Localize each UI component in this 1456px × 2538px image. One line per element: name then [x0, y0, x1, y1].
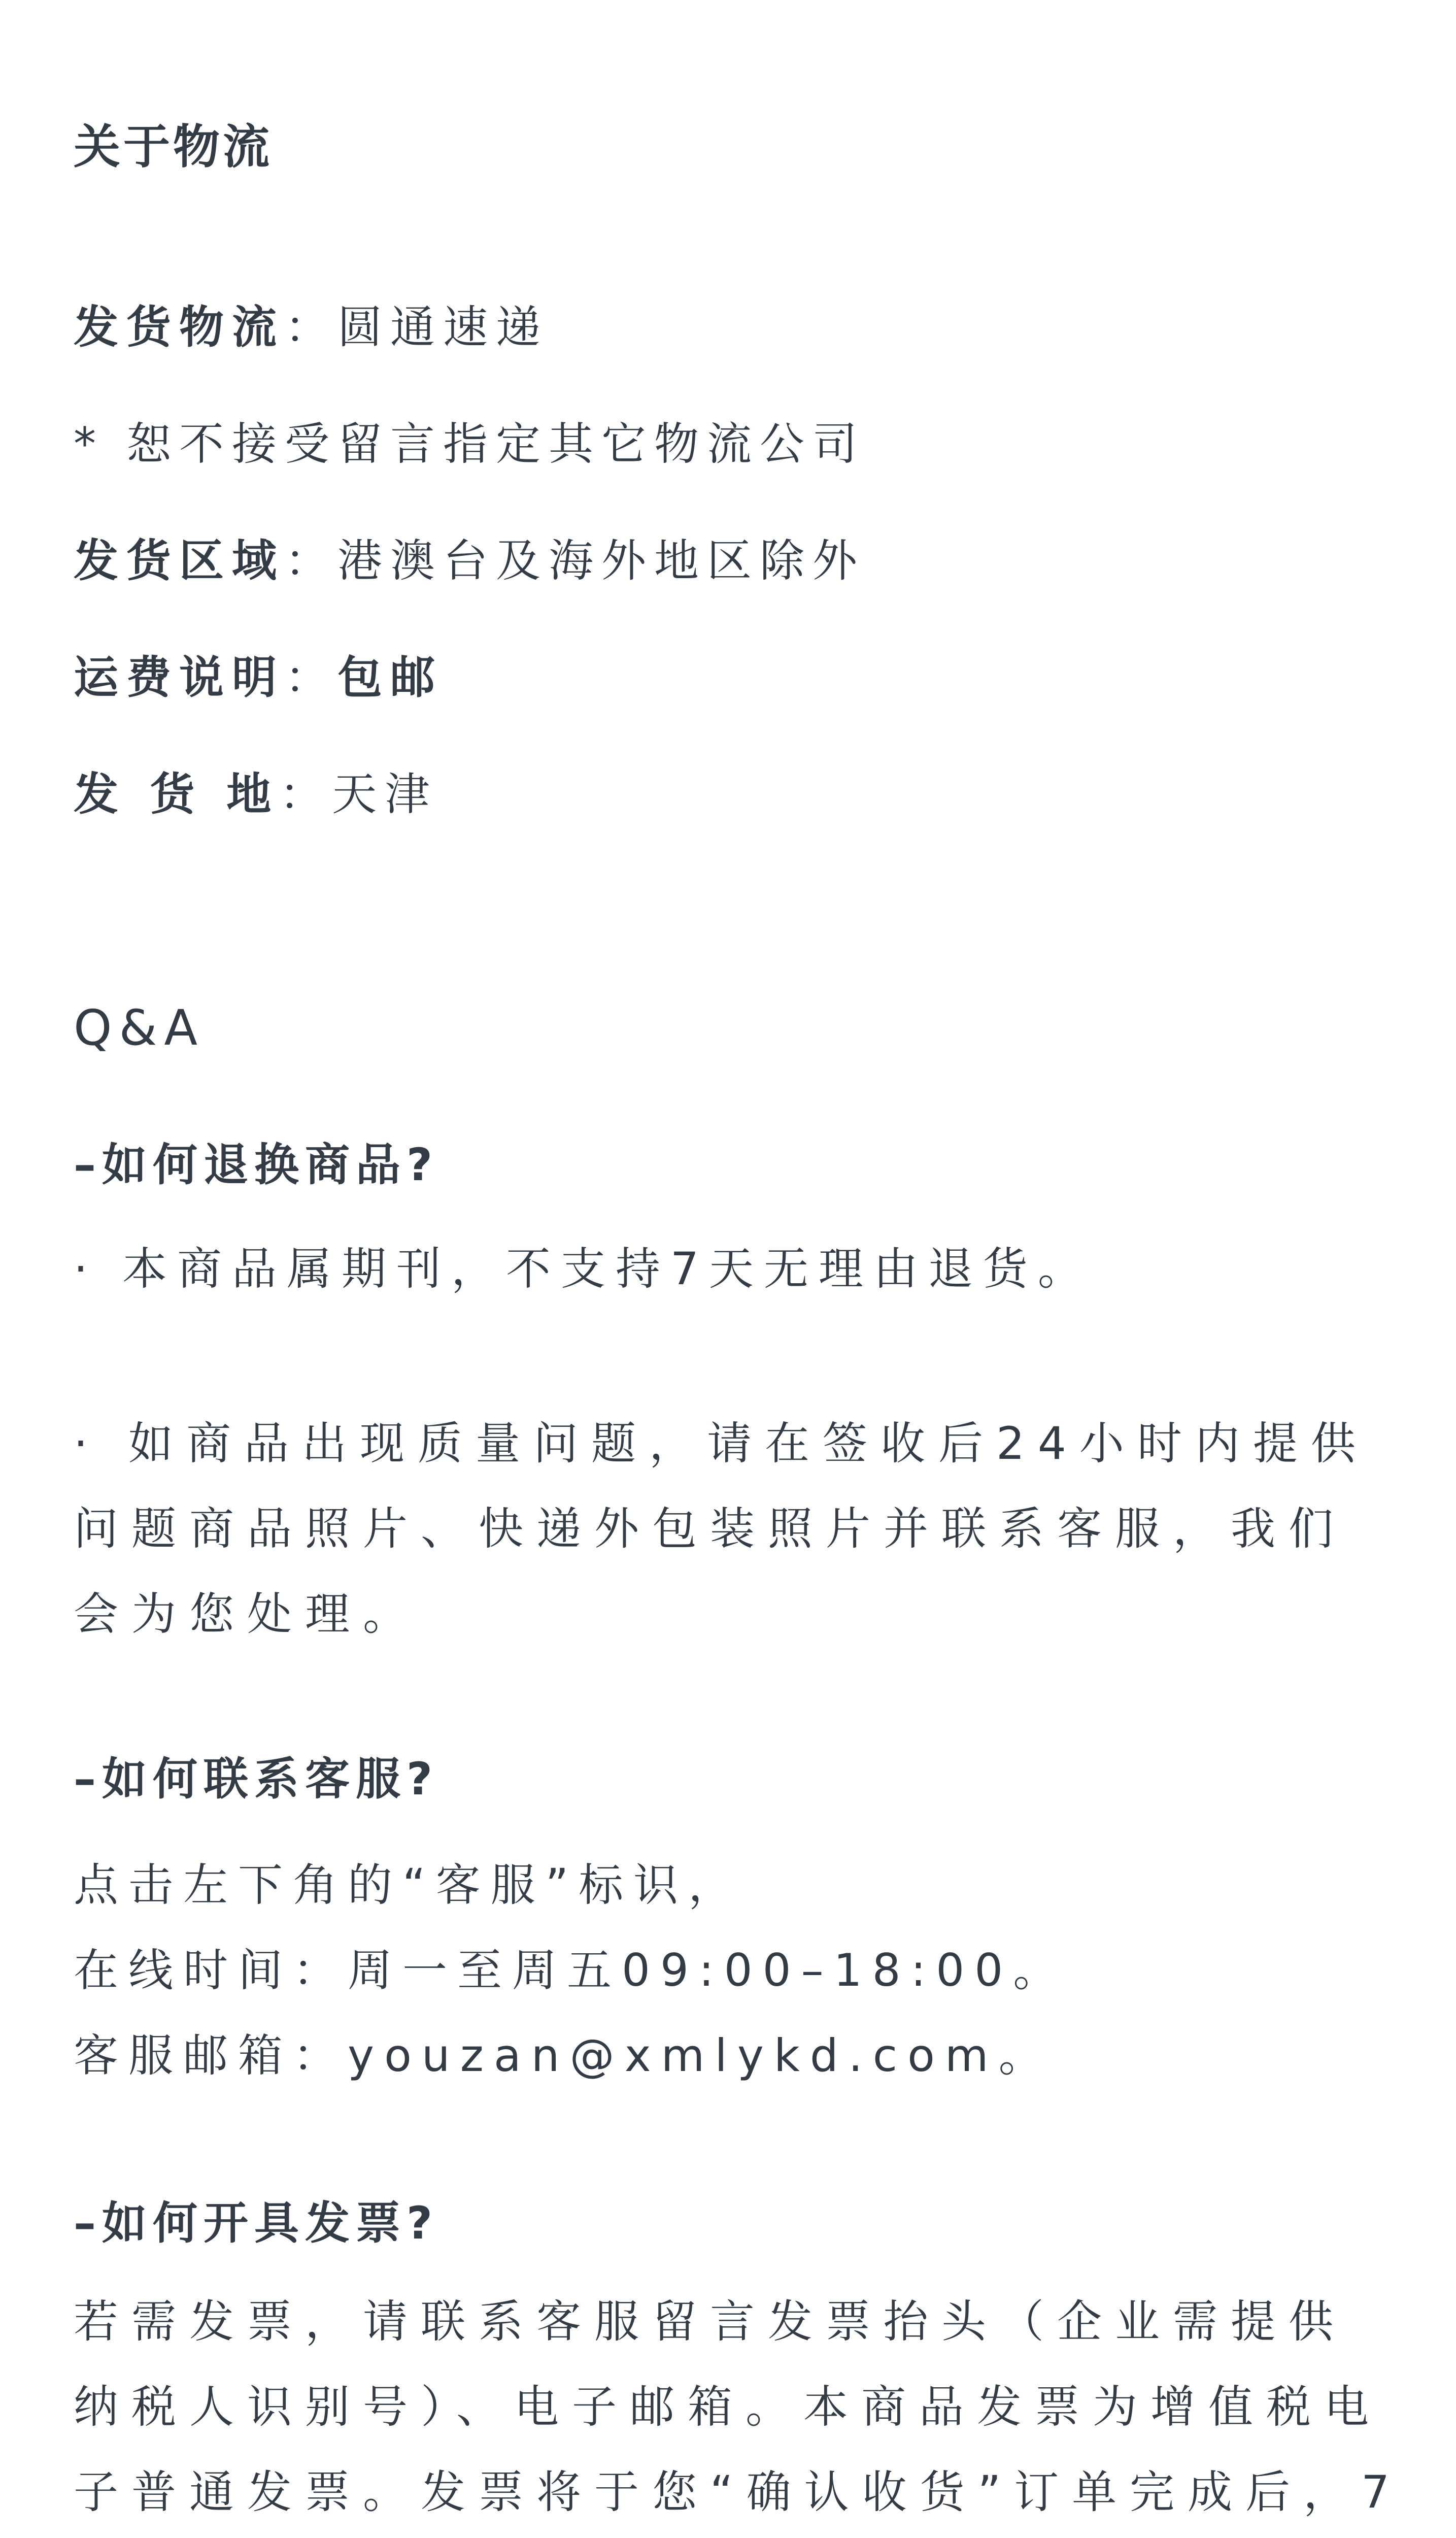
invoice-question: –如何开具发票?	[74, 2197, 439, 2249]
shipping-fee-value: 包邮	[337, 651, 444, 704]
qa-heading: Q&A	[74, 999, 205, 1056]
origin-value: 天津	[332, 768, 438, 820]
carrier-value: 圆通速递	[337, 301, 549, 353]
origin-row	[74, 764, 437, 825]
shipping-fee-colon: ：	[285, 651, 338, 704]
carrier-label: 发货物流	[74, 301, 285, 353]
contact-line-service-icon-hint: 点击左下角的“客服”标识，	[74, 1859, 743, 1911]
origin-label: 发 货 地	[74, 768, 280, 820]
region-colon: ：	[285, 535, 338, 587]
contact-answer	[74, 1843, 1068, 2098]
shipping-fee-label: 运费说明	[74, 651, 285, 704]
region-label: 发货区域	[74, 535, 285, 587]
invoice-answer: 若需发票，请联系客服留言发票抬头（企业需提供纳税人识别号）、电子邮箱。本商品发票为增值税电子普通发票。发票将于您“确认收货”订单完成后，7	[74, 2295, 1403, 2518]
return-answer-1: · 本商品属期刊，不支持7天无理由退货。	[74, 1243, 1093, 1295]
contact-line-online-hours: 在线时间：周一至周五09:00–18:00。	[74, 1944, 1068, 1996]
return-question: –如何退换商品?	[74, 1139, 439, 1191]
region-value: 港澳台及海外地区除外	[337, 535, 866, 587]
origin-colon: ：	[279, 768, 332, 820]
return-answer-2: · 如商品出现质量问题，请在签收后24小时内提供问题商品照片、快递外包装照片并联系客服，我们会为您处理。	[74, 1417, 1369, 1640]
region-row	[74, 530, 865, 591]
shipping-fee-row	[74, 647, 443, 708]
contact-line-email: 客服邮箱：youzan@xmlykd.com。	[74, 2029, 1054, 2082]
carrier-colon: ：	[285, 301, 338, 353]
carrier-row	[74, 297, 549, 358]
carrier-note: * 恕不接受留言指定其它物流公司	[74, 418, 865, 470]
contact-question: –如何联系客服?	[74, 1753, 439, 1805]
logistics-heading: 关于物流	[74, 120, 273, 174]
